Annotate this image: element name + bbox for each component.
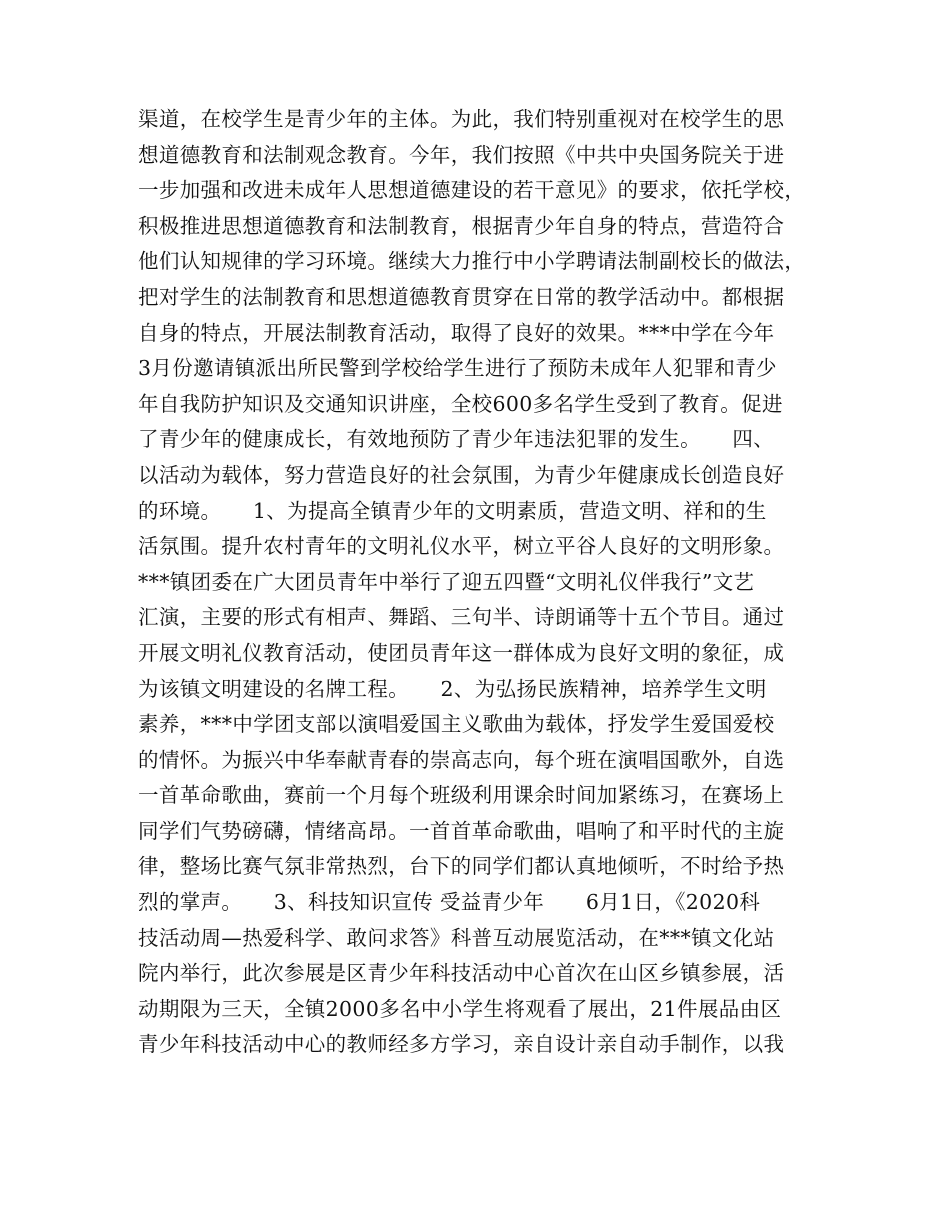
text-line: 烈的掌声。 3、科技知识宣传 受益青少年 6月1日，《2020科: [138, 890, 761, 915]
text-line: 的环境。 1、为提高全镇青少年的文明素质，营造文明、祥和的生: [138, 498, 767, 523]
text-line: 的情怀。为振兴中华奉献青春的崇高志向，每个班在演唱国歌外，自选: [138, 747, 785, 772]
text-line: 同学们气势磅礴，情绪高昂。一首首革命歌曲，唱响了和平时代的主旋: [138, 818, 785, 843]
text-line: 院内举行，此次参展是区青少年科技活动中心首次在山区乡镇参展，活: [138, 961, 785, 986]
text-line: 想道德教育和法制观念教育。今年，我们按照《中共中央国务院关于进: [138, 142, 785, 167]
text-line: 技活动周—热爱科学、敢问求答》科普互动展览活动，在***镇文化站: [138, 925, 775, 950]
body-text: [138, 102, 828, 1063]
text-line: 年自我防护知识及交通知识讲座，全校600多名学生受到了教育。促进: [138, 391, 783, 416]
text-line: 以活动为载体，努力营造良好的社会氛围，为青少年健康成长创造良好: [138, 462, 785, 487]
text-line: 他们认知规律的学习环境。继续大力推行中小学聘请法制副校长的做法，: [138, 249, 806, 274]
text-line: 开展文明礼仪教育活动，使团员青年这一群体成为良好文明的象征，成: [138, 640, 785, 665]
text-line: 3月份邀请镇派出所民警到学校给学生进行了预防未成年人犯罪和青少: [138, 356, 777, 381]
text-line: 一步加强和改进未成年人思想道德建设的若干意见》的要求，依托学校，: [138, 178, 806, 203]
text-line: 汇演，主要的形式有相声、舞蹈、三句半、诗朗诵等十五个节目。通过: [138, 605, 785, 630]
text-line: 了青少年的健康成长，有效地预防了青少年违法犯罪的发生。 四、: [138, 427, 775, 452]
text-line: ***镇团委在广大团员青年中举行了迎五四暨“文明礼仪伴我行”文艺: [138, 569, 755, 594]
text-line: 为该镇文明建设的名牌工程。 2、为弘扬民族精神，培养学生文明: [138, 676, 767, 701]
text-line: 律，整场比赛气氛非常热烈，台下的同学们都认真地倾听，不时给予热: [138, 854, 785, 879]
text-line: 青少年科技活动中心的教师经多方学习，亲自设计亲自动手制作，以我: [138, 1032, 785, 1057]
text-line: 一首革命歌曲，赛前一个月每个班级利用课余时间加紧练习，在赛场上: [138, 783, 785, 808]
text-line: 自身的特点，开展法制教育活动，取得了良好的效果。***中学在今年: [138, 320, 775, 345]
text-line: 动期限为三天，全镇2000多名中小学生将观看了展出，21件展品由区: [138, 996, 782, 1021]
text-line: 活氛围。提升农村青年的文明礼仪水平，树立平谷人良好的文明形象。: [138, 534, 785, 559]
text-line: 素养，***中学团支部以演唱爱国主义歌曲为载体，抒发学生爱国爱校: [138, 712, 775, 737]
text-line: 积极推进思想道德教育和法制教育，根据青少年自身的特点，营造符合: [138, 213, 785, 238]
text-line: 把对学生的法制教育和思想道德教育贯穿在日常的教学活动中。都根据: [138, 284, 785, 309]
text-line: 渠道，在校学生是青少年的主体。为此，我们特别重视对在校学生的思: [138, 107, 785, 131]
